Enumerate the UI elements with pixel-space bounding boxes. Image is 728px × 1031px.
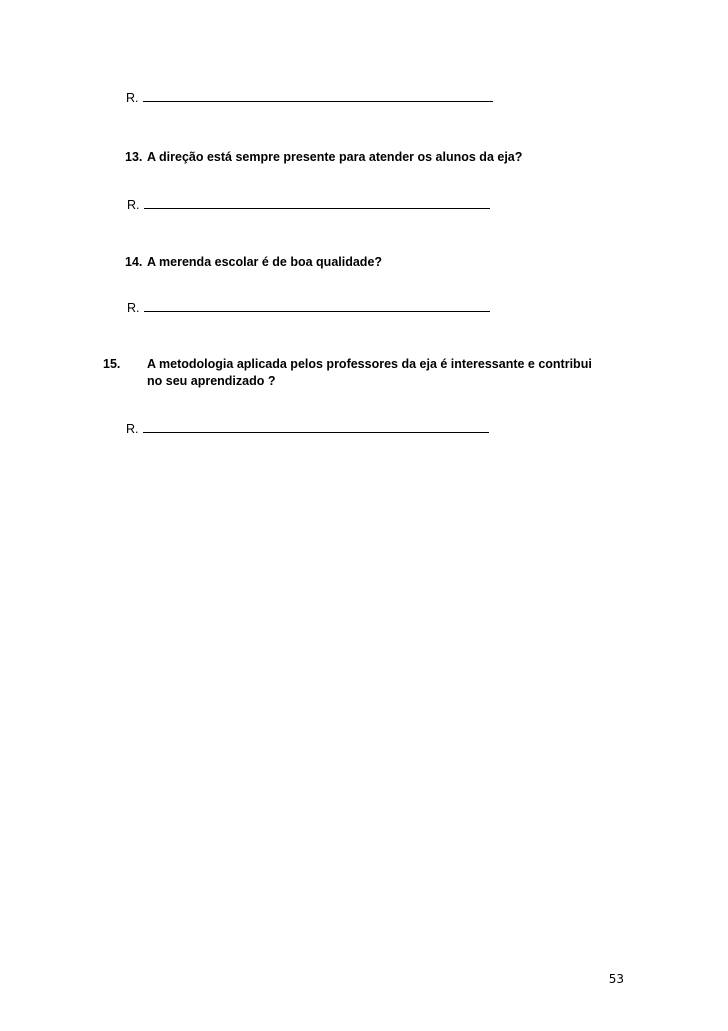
answer-blank <box>144 301 490 312</box>
question-number: 14. <box>125 255 143 269</box>
answer-blank <box>143 91 493 102</box>
question-13 <box>125 149 595 166</box>
question-15 <box>103 356 595 390</box>
answer-line-13 <box>127 197 490 213</box>
question-text: A merenda escolar é de boa qualidade? <box>147 255 383 269</box>
answer-prefix: R. <box>127 301 140 315</box>
answer-blank <box>144 198 490 209</box>
answer-line-14 <box>127 300 490 316</box>
answer-line-15 <box>126 421 489 437</box>
question-number: 15. <box>103 357 121 371</box>
answer-prefix: R. <box>126 91 139 105</box>
question-text: A direção está sempre presente para atender os alunos da eja? <box>147 150 523 164</box>
answer-line-12 <box>126 90 493 106</box>
answer-blank <box>143 422 489 433</box>
question-number: 13. <box>125 150 143 164</box>
answer-prefix: R. <box>127 198 140 212</box>
answer-prefix: R. <box>126 422 139 436</box>
page-number: 53 <box>608 972 624 986</box>
question-text: A metodologia aplicada pelos professores da eja é interessante e contribui no seu aprendizado ? <box>147 357 592 388</box>
question-14 <box>125 254 595 271</box>
